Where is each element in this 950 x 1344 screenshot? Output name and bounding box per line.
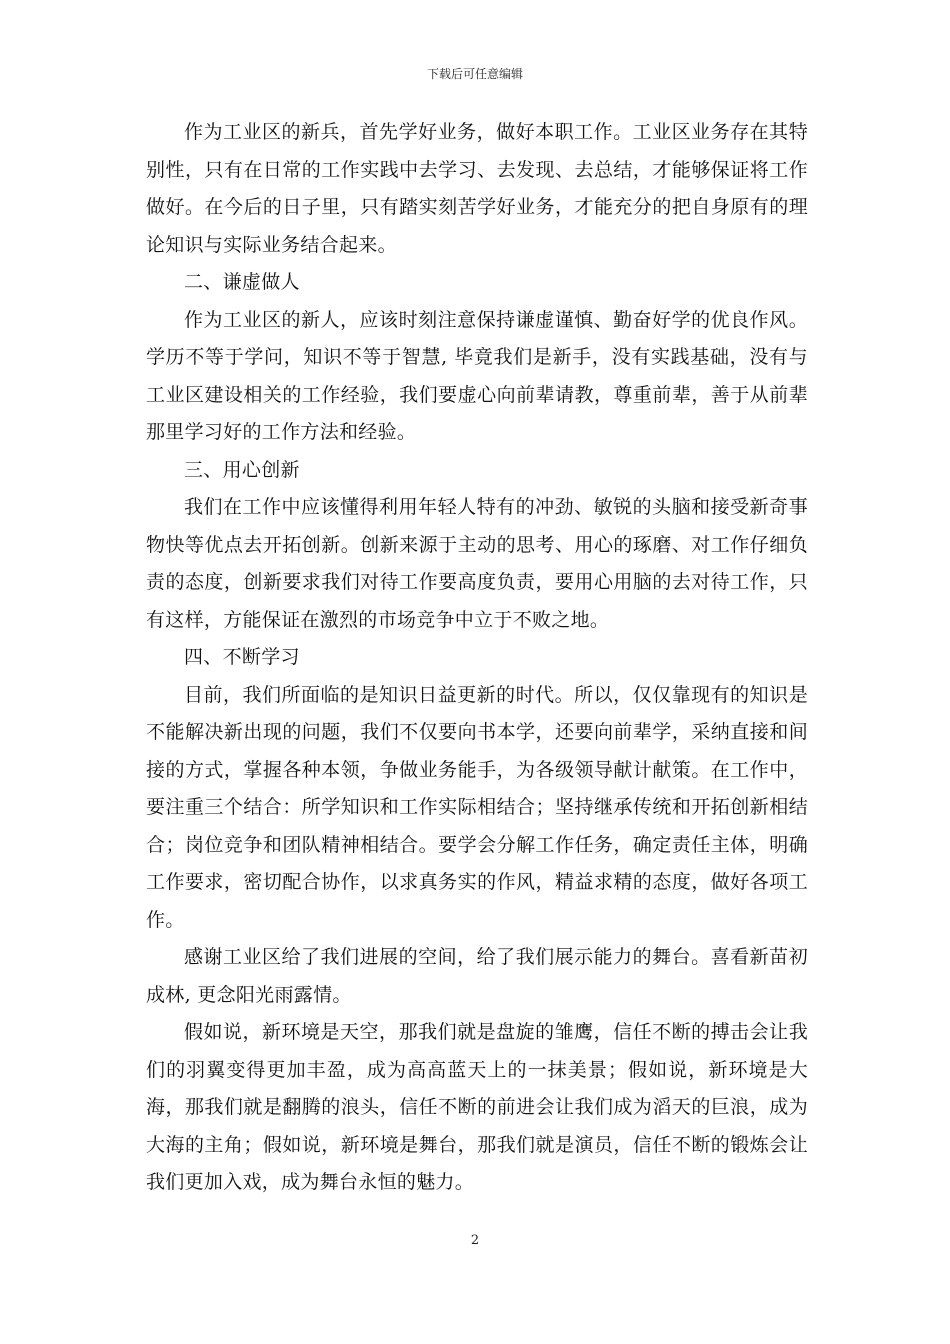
paragraph-3: 我们在工作中应该懂得利用年轻人特有的冲劲、敏锐的头脑和接受新奇事物快等优点去开拓创新。创新来源于主动的思考、用心的琢磨、对工作仔细负责的态度，创新要求我们对待工作要高度负责，要用心用脑的去对待工作，只有这样，方能保证在激烈的市场竞争中立于不败之地。: [146, 496, 808, 631]
document-body: [146, 114, 808, 1202]
section-heading-2: 二、谦虚做人: [184, 271, 300, 293]
paragraph-2: 作为工业区的新人，应该时刻注意保持谦虚谨慎、勤奋好学的优良作风。学历不等于学问，知识不等于智慧, 毕竟我们是新手，没有实践基础，没有与工业区建设相关的工作经验，我们要虚心向前辈请教，尊重前辈，善于从前辈那里学习好的工作方法和经验。: [146, 308, 808, 443]
page-number: 2: [470, 1233, 480, 1248]
paragraph-4: 目前，我们所面临的是知识日益更新的时代。所以，仅仅靠现有的知识是不能解决新出现的问题，我们不仅要向书本学，还要向前辈学，采纳直接和间接的方式，掌握各种本领，争做业务能手，为各级领导献计献策。在工作中，要注重三个结合：所学知识和工作实际相结合；坚持继承传统和开拓创新相结合；岗位竞争和团队精神相结合。要学会分解工作任务，确定责任主体，明确工作要求，密切配合协作，以求真务实的作风，精益求精的态度，做好各项工作。: [146, 683, 808, 931]
section-heading-3: 三、用心创新: [184, 458, 300, 481]
section-heading-4: 四、不断学习: [184, 646, 300, 668]
paragraph-5: 感谢工业区给了我们进展的空间，给了我们展示能力的舞台。喜看新苗初成林, 更念阳光雨露情。: [146, 946, 808, 1006]
paragraph-6: 假如说，新环境是天空，那我们就是盘旋的雏鹰，信任不断的搏击会让我们的羽翼变得更加丰盈，成为高高蓝天上的一抹美景；假如说，新环境是大海，那我们就是翻腾的浪头，信任不断的前进会让我们成为滔天的巨浪，成为大海的主角；假如说，新环境是舞台，那我们就是演员，信任不断的锻炼会让我们更加入戏，成为舞台永恒的魅力。: [146, 1021, 808, 1193]
paragraph-1: 作为工业区的新兵，首先学好业务，做好本职工作。工业区业务存在其特别性，只有在日常的工作实践中去学习、去发现、去总结，才能够保证将工作做好。在今后的日子里，只有踏实刻苦学好业务，才能充分的把自身原有的理论知识与实际业务结合起来。: [146, 121, 808, 256]
page-header: 下载后可任意编辑: [426, 67, 523, 81]
